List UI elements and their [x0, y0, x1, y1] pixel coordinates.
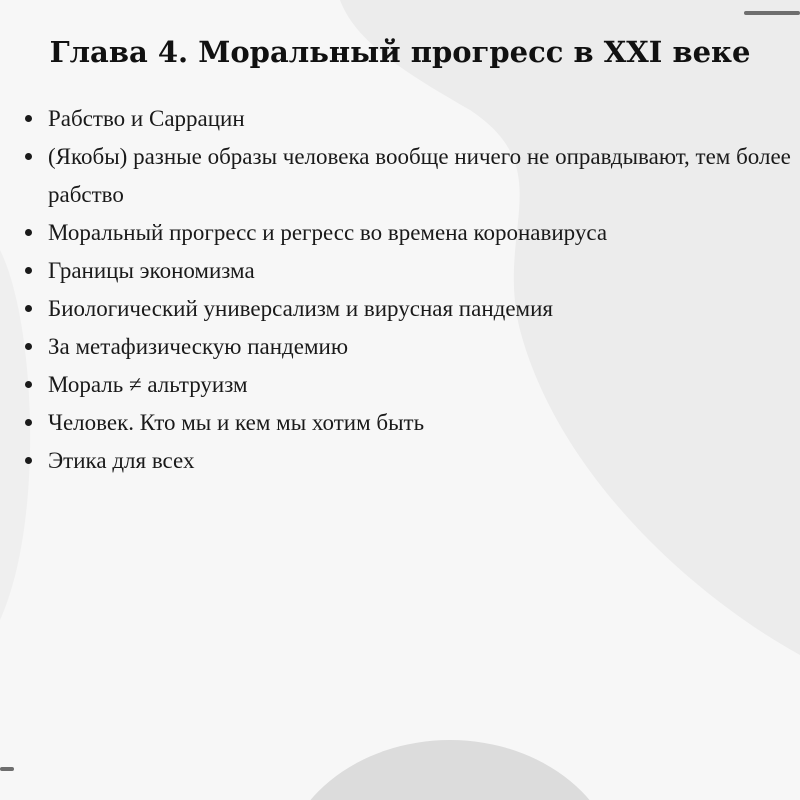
bullet-icon: [25, 153, 32, 160]
list-item-text: Мораль ≠ альтруизм: [48, 372, 248, 397]
bullet-icon: [25, 343, 32, 350]
list-item: [22, 442, 792, 480]
bullet-icon: [25, 305, 32, 312]
list-item: [22, 214, 792, 252]
list-item-text: Этика для всех: [48, 448, 195, 473]
list-item: [22, 100, 792, 138]
list-item: [22, 252, 792, 290]
bullet-icon: [25, 267, 32, 274]
list-item-text: Границы экономизма: [48, 258, 255, 283]
bullet-icon: [25, 457, 32, 464]
list-item-text: Моральный прогресс и регресс во времена коронавируса: [48, 220, 608, 245]
list-item-text: (Якобы) разные образы человека вообще ничего не оправдывают, тем более рабство: [48, 144, 791, 207]
list-item: [22, 138, 792, 214]
list-item: [22, 290, 792, 328]
list-item-text: Биологический универсализм и вирусная пандемия: [48, 296, 553, 321]
list-item-text: Человек. Кто мы и кем мы хотим быть: [48, 410, 425, 435]
bullet-list: [22, 100, 792, 480]
list-item-text: Рабство и Саррацин: [48, 106, 245, 131]
bullet-icon: [25, 115, 32, 122]
list-item: [22, 366, 792, 404]
list-item: [22, 404, 792, 442]
list-item-text: За метафизическую пандемию: [48, 334, 349, 359]
bullet-icon: [25, 381, 32, 388]
slide-title: Глава 4. Моральный прогресс в XXI веке: [49, 35, 751, 69]
bullet-icon: [25, 229, 32, 236]
list-item: [22, 328, 792, 366]
bullet-icon: [25, 419, 32, 426]
